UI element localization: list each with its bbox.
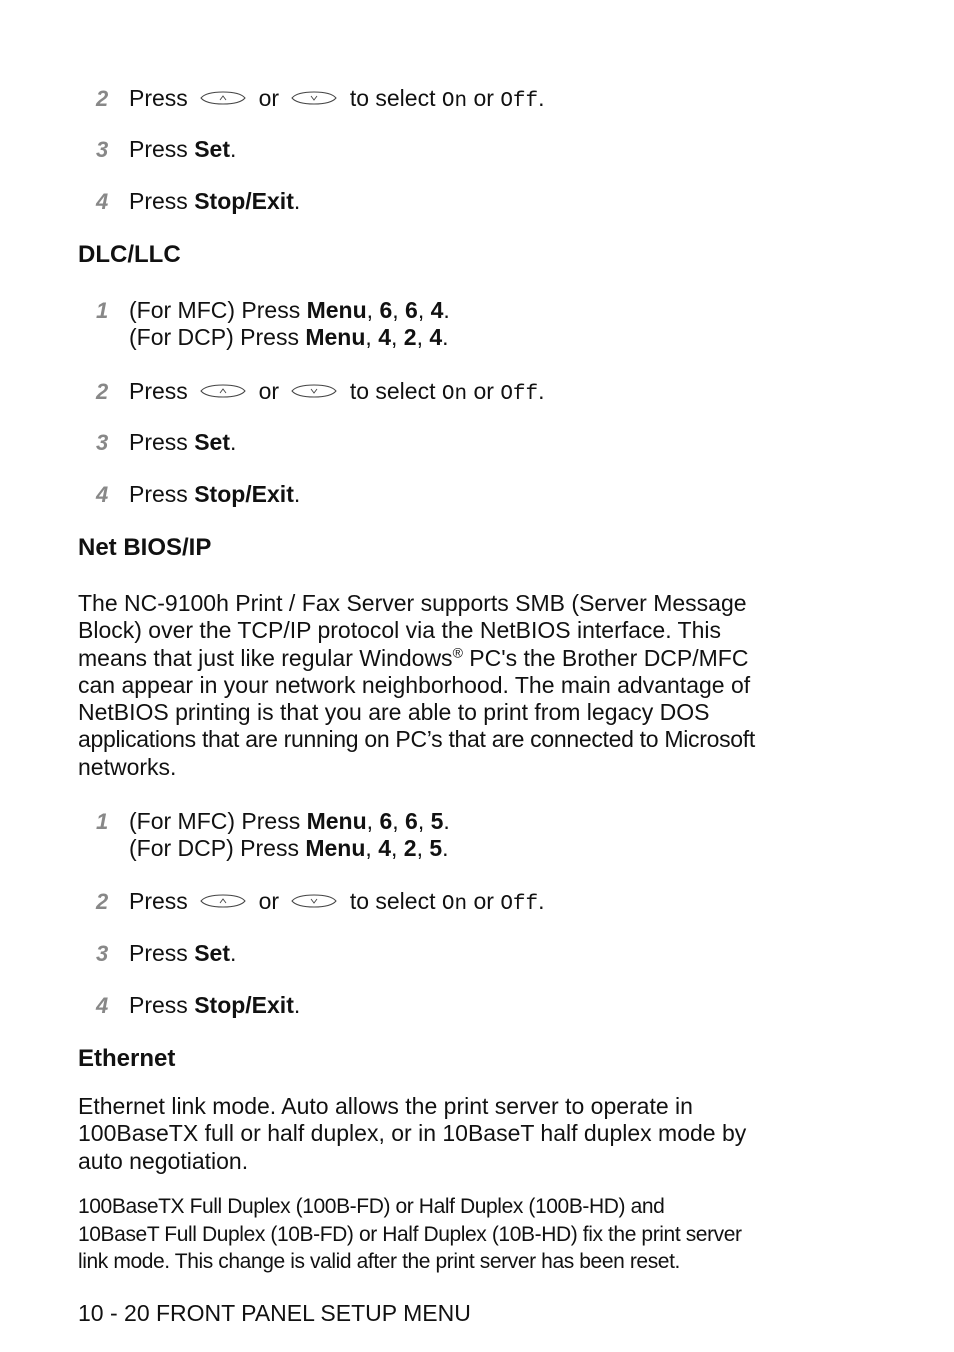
press-text: Press [129,481,188,507]
ethernet-description: Ethernet link mode. Auto allows the print server to operate in 100BaseTX full or half duplex, or in 10BaseT half duplex mode by auto negotiation. [78,1093,747,1174]
stop-exit-key-label: Stop/Exit [194,992,294,1018]
down-arrow-key-icon [291,91,337,105]
key-digit: 4 [429,324,443,350]
step-number: 2 [96,889,109,914]
step-number: 3 [96,941,109,966]
key-digit: 5 [429,835,443,861]
press-text: Press [129,992,188,1018]
step-number: 2 [96,86,109,111]
on-value: On [441,90,468,113]
down-arrow-key-icon [291,894,337,908]
step-number: 2 [96,379,109,404]
or-text: or [258,85,280,111]
page-footer: 10 - 20 FRONT PANEL SETUP MENU [78,1300,471,1326]
or-text: or [473,85,494,111]
step-1-menu-keys: 1 (For MFC) Press Menu, 6, 6, 4. (For DCP) Press Menu, 4, 2, 4. [96,297,450,350]
for-dcp-press-text: (For DCP) Press [129,835,299,861]
step-number: 4 [96,482,109,507]
registered-trademark: ® [452,643,463,660]
on-value: On [441,383,468,406]
for-dcp-press-text: (For DCP) Press [129,324,299,350]
key-digit: 5 [430,808,444,834]
step-number: 4 [96,993,109,1018]
step-number: 3 [96,430,109,455]
up-arrow-key-icon [200,894,246,908]
for-mfc-press-text: (For MFC) Press [129,297,301,323]
section-heading-dlc-llc: DLC/LLC [78,241,181,268]
or-text: or [473,378,494,404]
ethernet-note: 100BaseTX Full Duplex (100B-FD) or Half Duplex (100B-HD) and 10BaseT Full Duplex (10B-FD) or Half Duplex (10B-HD) fix the print server link mode. This change is valid after the print server has been reset. [78,1195,742,1273]
press-text: Press [129,429,188,455]
off-value: Off [500,383,539,406]
on-value: On [441,893,468,916]
press-text: Press [129,378,188,404]
off-value: Off [500,90,539,113]
press-text: Press [129,188,188,214]
off-value: Off [500,893,539,916]
or-text: or [473,888,494,914]
menu-key-label: Menu [305,835,366,861]
for-mfc-press-text: (For MFC) Press [129,808,301,834]
stop-exit-key-label: Stop/Exit [194,188,294,214]
to-select-text: to select [349,888,436,914]
step-number: 1 [96,809,109,834]
section-heading-netbios: Net BIOS/IP [78,534,212,561]
step-1-menu-keys: 1 (For MFC) Press Menu, 6, 6, 5. (For DCP) Press Menu, 4, 2, 5. [96,808,450,861]
step-number: 4 [96,189,109,214]
or-text: or [258,888,280,914]
menu-key-label: Menu [306,297,367,323]
key-digit: 6 [405,297,418,323]
key-digit: 4 [378,835,391,861]
press-text: Press [129,136,188,162]
press-text: Press [129,888,188,914]
press-text: Press [129,940,188,966]
to-select-text: to select [349,378,436,404]
section-heading-ethernet: Ethernet [78,1045,176,1072]
manual-page: 2 Press or to select On or Off. 3 Press Set. 4 Press Stop/Exit. DLC/LLC 1 (For MFC) Press Menu, 6, 6, 4. (For DCP) Press Menu, 4, 2, 4. 2 Press or to select On or Off. 3 Press Set. 4 Press Stop/Exit. Net BIOS/IP The NC-9100h Print / Fax Server supports SMB (Server Message Block) over the TCP/IP protocol via the NetBIOS interface. This means that just like regular Windows® PC's the Brother DCP/MFC can appear in your network neighborhood. The main advantage of NetBIOS printing is that you are able to print from legacy DOS applications that are running on PC’s that are connected to Microsoft networks. 1 (For MFC) Press Menu, 6, 6, 5. (For DCP) Press Menu, 4, 2, 5. 2 Press or to select On or Off. 3 Press Set. 4 Press Stop/Exit. Ethernet Ethernet link mode. Auto allows the print server to operate in 100BaseTX full or half duplex, or in 10BaseT half duplex mode by auto negotiation. 100BaseTX Full Duplex (100B-FD) or Half Duplex (100B-HD) and 10BaseT Full Duplex (10B-FD) or Half Duplex (10B-HD) fix the print server link mode. This change is valid after the print server has been reset. 10 - 20 FRONT PANEL SETUP MENU [0,0,954,1352]
up-arrow-key-icon [200,91,246,105]
menu-key-label: Menu [306,808,367,834]
press-text: Press [129,85,188,111]
up-arrow-key-icon [200,384,246,398]
set-key-label: Set [194,940,230,966]
netbios-description: The NC-9100h Print / Fax Server supports SMB (Server Message Block) over the TCP/IP protocol via the NetBIOS interface. This means that just like regular Windows® PC's the Brother DCP/MFC can appear in your network neighborhood. The main advantage of NetBIOS printing is that you are able to print from legacy DOS applications that are running on PC’s that are connected to Microsoft networks. [78,590,755,780]
key-digit: 6 [405,808,418,834]
down-arrow-key-icon [291,384,337,398]
step-number: 3 [96,137,109,162]
step-number: 1 [96,298,109,323]
key-digit: 2 [403,324,417,350]
set-key-label: Set [194,136,230,162]
or-text: or [258,378,280,404]
menu-key-label: Menu [305,324,366,350]
set-key-label: Set [194,429,230,455]
key-digit: 4 [430,297,444,323]
stop-exit-key-label: Stop/Exit [194,481,294,507]
key-digit: 2 [403,835,417,861]
key-digit: 6 [379,808,393,834]
to-select-text: to select [349,85,436,111]
key-digit: 6 [379,297,393,323]
key-digit: 4 [378,324,391,350]
